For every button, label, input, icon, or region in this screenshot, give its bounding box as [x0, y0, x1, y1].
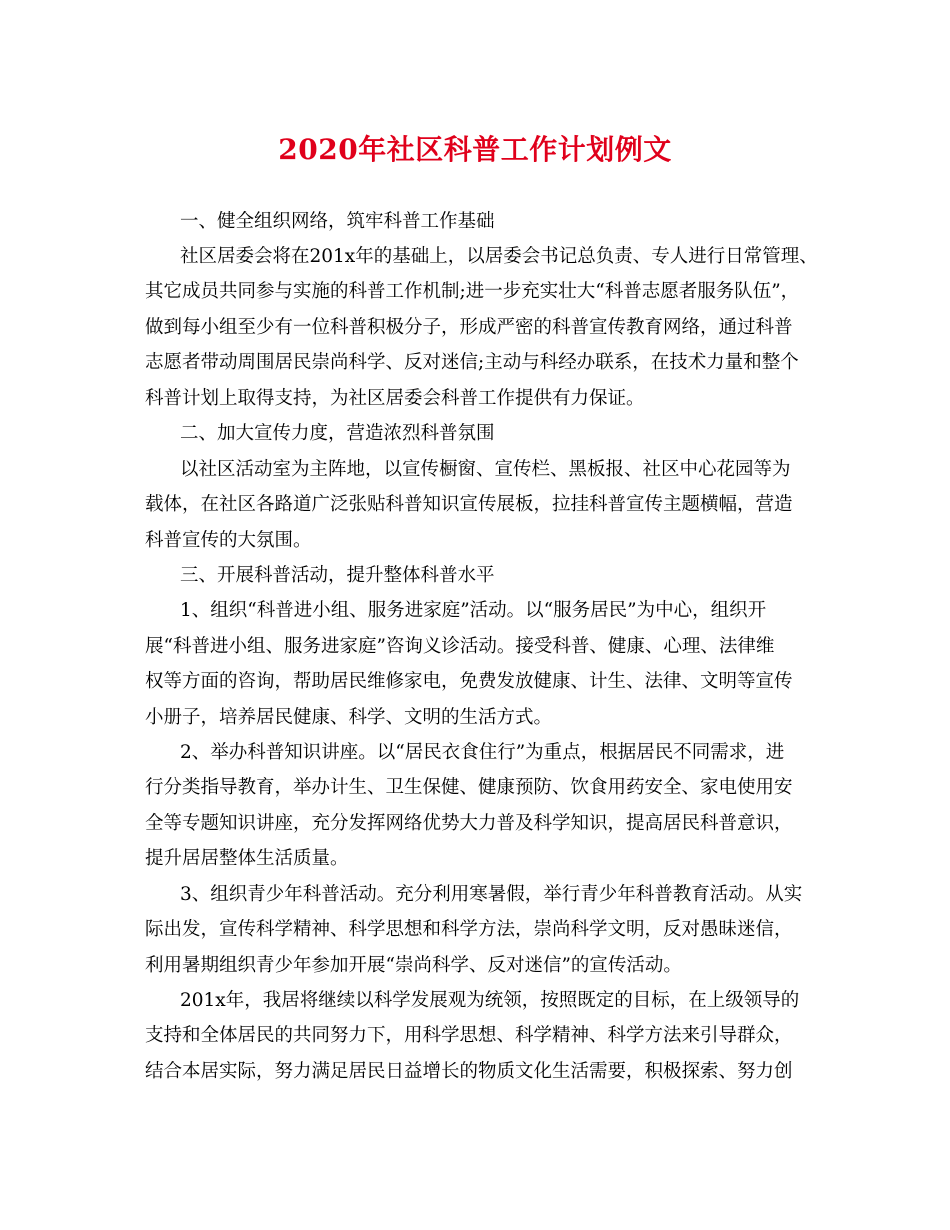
paragraph-line: 利用暑期组织青少年参加开展“崇尚科学、反对迷信”的宣传活动。: [145, 955, 682, 976]
paragraph-line: 全等专题知识讲座，充分发挥网络优势大力普及科学知识，提高居民科普意识，: [145, 813, 793, 834]
paragraph-line: 社区居委会将在201x年的基础上，以居委会书记总负责、专人进行日常管理、: [180, 246, 818, 267]
paragraph-line: 行分类指导教育，举办计生、卫生保健、健康预防、饮食用药安全、家电使用安: [145, 777, 793, 798]
paragraph-line: 提升居居整体生活质量。: [145, 848, 349, 869]
paragraph-line: 3、组织青少年科普活动。充分利用寒暑假，举行青少年科普教育活动。从实: [180, 884, 803, 905]
paragraph-line: 1、组织“科普进小组、服务进家庭”活动。以“服务居民”为中心，组织开: [180, 600, 767, 621]
paragraph-line: 结合本居实际，努力满足居民日益增长的物质文化生活需要，积极探索、努力创: [145, 1061, 793, 1082]
paragraph-line: 科普宣传的大氛围。: [145, 530, 312, 551]
heading-section-2: 二、加大宣传力度，营造浓烈科普氛围: [180, 423, 495, 444]
paragraph-line: 以社区活动室为主阵地，以宣传橱窗、宣传栏、黑板报、社区中心花园等为: [180, 459, 791, 480]
heading-section-1: 一、健全组织网络，筑牢科普工作基础: [180, 211, 495, 232]
heading-section-3: 三、开展科普活动，提升整体科普水平: [180, 565, 495, 586]
paragraph-line: 支持和全体居民的共同努力下，用科学思想、科学精神、科学方法来引导群众，: [145, 1025, 793, 1046]
paragraph-line: 小册子，培养居民健康、科学、文明的生活方式。: [145, 707, 553, 728]
paragraph-line: 际出发，宣传科学精神、科学思想和科学方法，崇尚科学文明，反对愚昧迷信，: [145, 919, 793, 940]
paragraph-line: 做到每小组至少有一位科普积极分子，形成严密的科普宣传教育网络，通过科普: [145, 317, 793, 338]
document-title: 2020年社区科普工作计划例文: [278, 133, 672, 166]
paragraph-line: 志愿者带动周围居民崇尚科学、反对迷信;主动与科经办联系，在技术力量和整个: [145, 352, 799, 373]
paragraph-line: 载体，在社区各路道广泛张贴科普知识宣传展板，拉挂科普宣传主题横幅，营造: [145, 494, 793, 515]
paragraph-line: 权等方面的咨询，帮助居民维修家电，免费发放健康、计生、法律、文明等宣传: [145, 671, 793, 692]
paragraph-line: 2、举办科普知识讲座。以“居民衣食住行”为重点，根据居民不同需求，进: [180, 742, 785, 763]
paragraph-line: 201x年，我居将继续以科学发展观为统领，按照既定的目标，在上级领导的: [180, 990, 800, 1011]
paragraph-line: 科普计划上取得支持，为社区居委会科普工作提供有力保证。: [145, 388, 645, 409]
paragraph-line: 其它成员共同参与实施的科普工作机制;进一步充实壮大“科普志愿者服务队伍”，: [145, 281, 800, 302]
paragraph-line: 展“科普进小组、服务进家庭”咨询义诊活动。接受科普、健康、心理、法律维: [145, 636, 775, 657]
